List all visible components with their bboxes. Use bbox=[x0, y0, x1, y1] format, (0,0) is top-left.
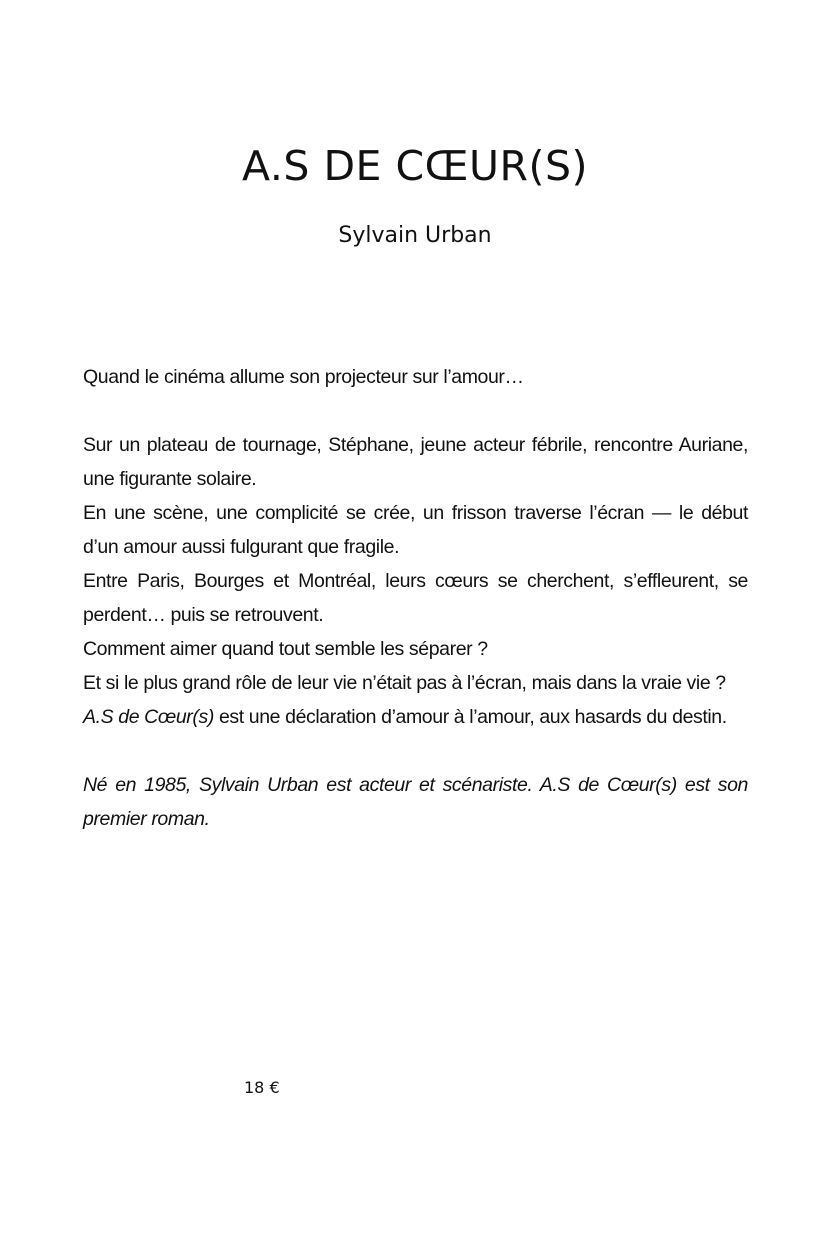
synopsis-paragraph-1: Sur un plateau de tournage, Stéphane, jeune acteur fébrile, rencontre Auriane, une figurante solaire. bbox=[83, 434, 748, 490]
back-cover-text bbox=[83, 360, 748, 836]
price-label: 18 € bbox=[244, 1078, 280, 1097]
inline-book-title: A.S de Cœur(s) bbox=[83, 706, 214, 728]
synopsis-paragraph-6-text: est une déclaration d’amour à l’amour, aux hasards du destin. bbox=[213, 706, 727, 728]
synopsis-paragraph-5: Et si le plus grand rôle de leur vie n’était pas à l’écran, mais dans la vraie vie ? bbox=[83, 672, 726, 694]
book-title: A.S DE CŒUR(S) bbox=[242, 142, 588, 190]
paragraph-spacer bbox=[83, 394, 748, 428]
synopsis-paragraph-3: Entre Paris, Bourges et Montréal, leurs cœurs se cherchent, s’effleurent, se perdent… puis se retrouvent. bbox=[83, 570, 748, 626]
book-author: Sylvain Urban bbox=[338, 223, 492, 248]
author-bio: Né en 1985, Sylvain Urban est acteur et scénariste. A.S de Cœur(s) est son premier roman. bbox=[83, 774, 748, 830]
synopsis-paragraph-4: Comment aimer quand tout semble les séparer ? bbox=[83, 638, 488, 660]
synopsis-paragraph-6 bbox=[83, 700, 748, 734]
intro-line: Quand le cinéma allume son projecteur sur l’amour… bbox=[83, 366, 524, 388]
synopsis-paragraph-2: En une scène, une complicité se crée, un frisson traverse l’écran — le début d’un amour aussi fulgurant que fragile. bbox=[83, 502, 748, 558]
paragraph-spacer bbox=[83, 734, 748, 768]
